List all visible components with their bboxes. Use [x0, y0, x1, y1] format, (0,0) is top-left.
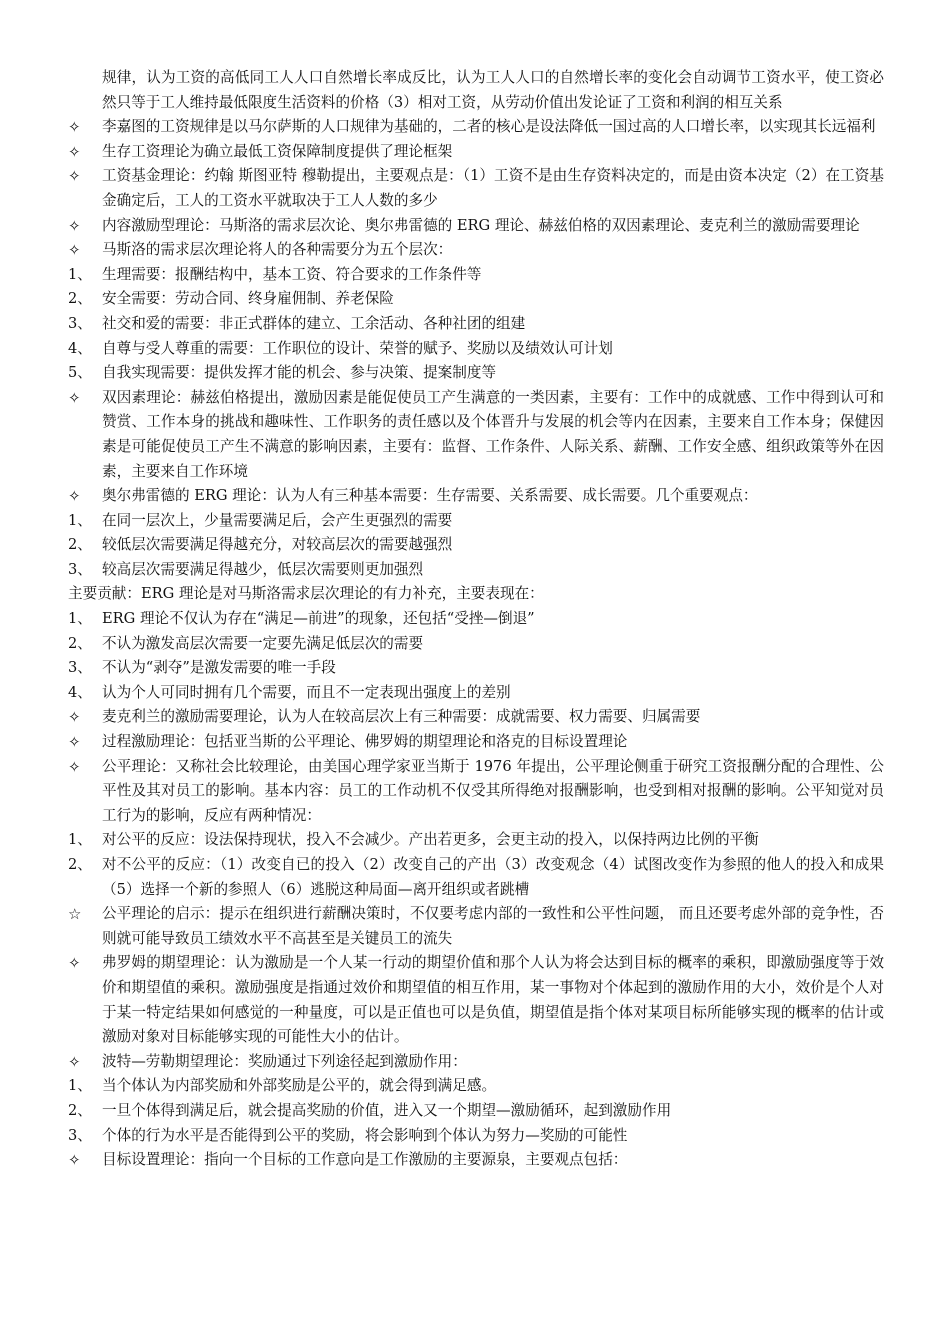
- paragraph: [68, 66, 884, 115]
- diamond-bullet-icon: ✧: [68, 1052, 81, 1071]
- paragraph-text: 一旦个体得到满足后，就会提高奖励的价值，进入又一个期望—激励循环，起到激励作用: [102, 1101, 672, 1119]
- list-number: 2、: [68, 290, 92, 308]
- list-number: 3、: [68, 560, 92, 578]
- paragraph-text: 较低层次需要满足得越充分，对较高层次的需要越强烈: [102, 536, 453, 554]
- paragraph: [68, 140, 884, 165]
- paragraph-text: 当个体认为内部奖励和外部奖励是公平的，就会得到满足感。: [102, 1077, 497, 1095]
- paragraph-text: 双因素理论：赫兹伯格提出，激励因素是能促使员工产生满意的一类因素，主要有：工作中的成就感、工作中得到认可和赞赏、工作本身的挑战和趣味性、工作职务的责任感以及个体晋升与发展的机会等内在因素，主要来自工作本身；保健因素是可能促使员工产生不满意的影响因素，主要有：监督、工作条件、人际关系、薪酬、工作安全感、组织政策等外在因素，主要来自工作环境: [102, 388, 884, 480]
- paragraph: [68, 853, 884, 902]
- paragraph-text: 对不公平的反应：（1）改变自已的投入（2）改变自己的产出（3）改变观念（4）试图改变作为参照的他人的投入和成果（5）选择一个新的参照人（6）逃脱这种局面—离开组织或者跳槽: [102, 856, 884, 898]
- star-bullet-icon: ☆: [68, 905, 82, 924]
- diamond-bullet-icon: ✧: [68, 142, 81, 161]
- paragraph-text: 在同一层次上，少量需要满足后，会产生更强烈的需要: [102, 511, 453, 529]
- paragraph: [68, 115, 884, 140]
- paragraph: [68, 705, 884, 730]
- paragraph: [68, 238, 884, 263]
- list-number: 1、: [68, 610, 92, 628]
- diamond-bullet-icon: ✧: [68, 954, 81, 973]
- paragraph: [68, 951, 884, 1049]
- paragraph: [68, 533, 884, 558]
- diamond-bullet-icon: ✧: [68, 118, 81, 137]
- paragraph: [68, 386, 884, 484]
- paragraph-text: 公平理论的启示：提示在组织进行薪酬决策时，不仅要考虑内部的一致性和公平性问题， 而且还要考虑外部的竞争性，否则就可能导致员工绩效水平不高甚至是关键员工的流失: [102, 905, 884, 947]
- paragraph-text: 弗罗姆的期望理论：认为激励是一个人某一行动的期望价值和那个人认为将会达到目标的概率的乘积，即激励强度等于效价和期望值的乘积。激励强度是指通过效价和期望值的相互作用，某一事物对个体起到的激励作用的大小，效价是个人对于某一特定结果如何感觉的一种量度，可以是正值也可以是负值，期望值是指个体对某项目标所能够实现的概率的估计或激励对象对目标能够实现的可能性大小的估计。: [102, 954, 884, 1046]
- paragraph-text: 不认为“剥夺”是激发需要的唯一手段: [102, 659, 336, 677]
- diamond-bullet-icon: ✧: [68, 388, 81, 407]
- list-number: 3、: [68, 314, 92, 332]
- paragraph-text: 内容激励型理论：马斯洛的需求层次论、奥尔弗雷德的 ERG 理论、赫兹伯格的双因素理论、麦克利兰的激励需要理论: [102, 216, 860, 234]
- paragraph-text: 生理需要：报酬结构中，基本工资、符合要求的工作条件等: [102, 265, 482, 283]
- list-number: 1、: [68, 831, 92, 849]
- diamond-bullet-icon: ✧: [68, 733, 81, 752]
- paragraph: [68, 312, 884, 337]
- paragraph-text: 过程激励理论：包括亚当斯的公平理论、佛罗姆的期望理论和洛克的目标设置理论: [102, 733, 628, 751]
- paragraph: [68, 828, 884, 853]
- list-number: 1、: [68, 1077, 92, 1095]
- list-number: 4、: [68, 339, 92, 357]
- paragraph-text: 认为个人可同时拥有几个需要，而且不一定表现出强度上的差别: [102, 683, 511, 701]
- list-number: 2、: [68, 1101, 92, 1119]
- paragraph: [68, 755, 884, 829]
- list-number: 1、: [68, 511, 92, 529]
- paragraph: [68, 1124, 884, 1149]
- paragraph: [68, 164, 884, 213]
- diamond-bullet-icon: ✧: [68, 487, 81, 506]
- paragraph-text: 马斯洛的需求层次理论将人的各种需要分为五个层次：: [102, 241, 453, 259]
- paragraph-text: 麦克利兰的激励需要理论，认为人在较高层次上有三种需要：成就需要、权力需要、归属需要: [102, 708, 701, 726]
- paragraph: [68, 337, 884, 362]
- paragraph-text: 奥尔弗雷德的 ERG 理论：认为人有三种基本需要：生存需要、关系需要、成长需要。几个重要观点：: [102, 487, 758, 505]
- diamond-bullet-icon: ✧: [68, 757, 81, 776]
- paragraph: [68, 509, 884, 534]
- paragraph: [68, 902, 884, 951]
- paragraph-text: 个体的行为水平是否能得到公平的奖励，将会影响到个体认为努力—奖励的可能性: [102, 1126, 628, 1144]
- diamond-bullet-icon: ✧: [68, 216, 81, 235]
- paragraph-text: 生存工资理论为确立最低工资保障制度提供了理论框架: [102, 142, 453, 160]
- paragraph-text: 工资基金理论：约翰 斯图亚特 穆勒提出，主要观点是：（1）工资不是由生存资料决定的，而是由资本决定（2）在工资基金确定后，工人的工资水平就取决于工人人数的多少: [102, 167, 884, 209]
- paragraph-text: 波特—劳勒期望理论：奖励通过下列途径起到激励作用：: [102, 1052, 467, 1070]
- paragraph-text: ERG 理论不仅认为存在“满足—前进”的现象，还包括“受挫—倒退”: [102, 610, 535, 628]
- paragraph-text: 较高层次需要满足得越少，低层次需要则更加强烈: [102, 560, 424, 578]
- document-page: [68, 66, 884, 1173]
- paragraph-text: 公平理论：又称社会比较理论，由美国心理学家亚当斯于 1976 年提出，公平理论侧重于研究工资报酬分配的合理性、公平性及其对员工的影响。基本内容：员工的工作动机不仅受其所得绝对报酬影响，也受到相对报酬的影响。公平知觉对员工行为的影响，反应有两种情况：: [102, 757, 884, 824]
- list-number: 3、: [68, 659, 92, 677]
- paragraph-text: 社交和爱的需要：非正式群体的建立、工余活动、各种社团的组建: [102, 314, 526, 332]
- diamond-bullet-icon: ✧: [68, 241, 81, 260]
- paragraph: [68, 632, 884, 657]
- paragraph: [68, 1074, 884, 1099]
- diamond-bullet-icon: ✧: [68, 708, 81, 727]
- paragraph: [68, 263, 884, 288]
- paragraph-text: 规律，认为工资的高低同工人人口自然增长率成反比，认为工人人口的自然增长率的变化会自动调节工资水平，使工资必然只等于工人维持最低限度生活资料的价格（3）相对工资，从劳动价值出发论证了工资和利润的相互关系: [102, 69, 884, 111]
- paragraph: [68, 730, 884, 755]
- paragraph: [68, 558, 884, 583]
- paragraph-text: 安全需要：劳动合同、终身雇佣制、养老保险: [102, 290, 394, 308]
- paragraph-text: 自尊与受人尊重的需要：工作职位的设计、荣誉的赋予、奖励以及绩效认可计划: [102, 339, 613, 357]
- paragraph-text: 自我实现需要：提供发挥才能的机会、参与决策、提案制度等: [102, 364, 497, 382]
- diamond-bullet-icon: ✧: [68, 1151, 81, 1170]
- paragraph: [68, 287, 884, 312]
- list-number: 3、: [68, 1126, 92, 1144]
- paragraph-text: 李嘉图的工资规律是以马尔萨斯的人口规律为基础的，二者的核心是设法降低一国过高的人口增长率，以实现其长远福利: [102, 118, 876, 136]
- paragraph: [68, 361, 884, 386]
- paragraph: [68, 607, 884, 632]
- list-number: 2、: [68, 634, 92, 652]
- paragraph: [68, 214, 884, 239]
- paragraph: [68, 582, 884, 607]
- list-number: 2、: [68, 856, 92, 873]
- paragraph: [68, 484, 884, 509]
- list-number: 2、: [68, 536, 92, 554]
- list-number: 4、: [68, 683, 92, 701]
- paragraph-text: 不认为激发高层次需要一定要先满足低层次的需要: [102, 634, 424, 652]
- list-number: 1、: [68, 265, 92, 283]
- paragraph: [68, 1099, 884, 1124]
- paragraph: [68, 1050, 884, 1075]
- paragraph-text: 目标设置理论：指向一个目标的工作意向是工作激励的主要源泉，主要观点包括：: [102, 1151, 628, 1169]
- list-number: 5、: [68, 364, 92, 382]
- paragraph: [68, 656, 884, 681]
- paragraph-text: 对公平的反应：设法保持现状，投入不会减少。产出若更多，会更主动的投入，以保持两边比例的平衡: [102, 831, 759, 849]
- paragraph-text: 主要贡献：ERG 理论是对马斯洛需求层次理论的有力补充，主要表现在：: [68, 585, 544, 603]
- paragraph: [68, 1148, 884, 1173]
- diamond-bullet-icon: ✧: [68, 167, 81, 186]
- paragraph: [68, 681, 884, 706]
